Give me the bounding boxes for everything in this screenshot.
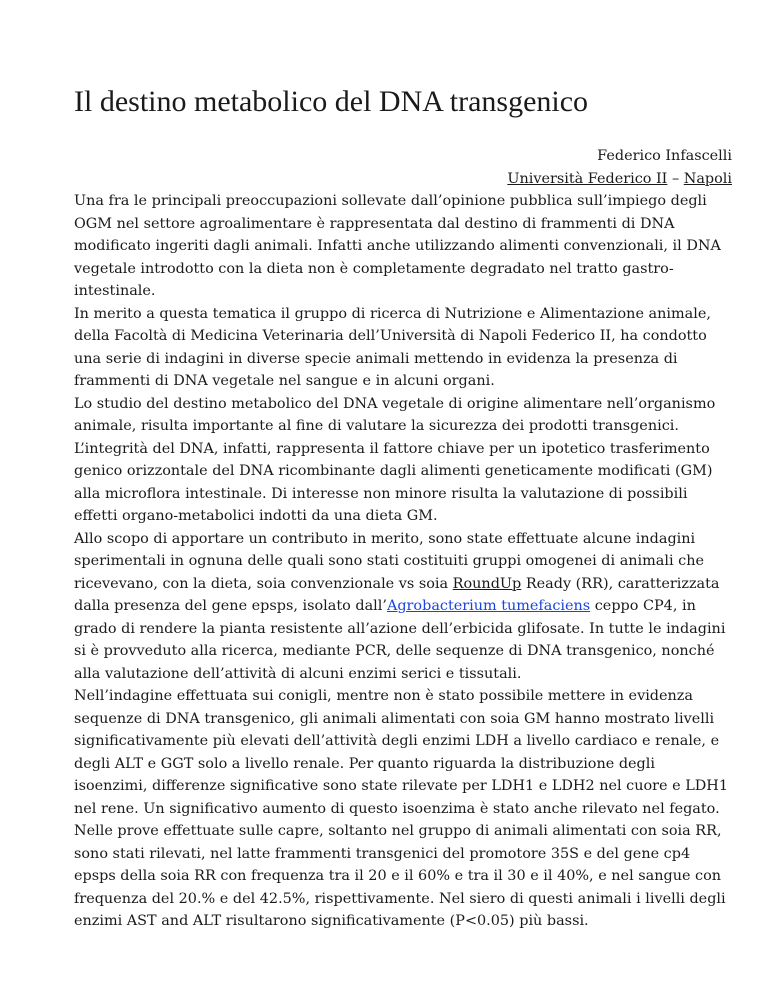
affiliation-separator: –	[667, 170, 684, 187]
paragraph-research-group: In merito a questa tematica il gruppo di ricerca di Nutrizione e Alimentazione animale, della Facoltà di Medicina Veterinaria dell’Università di Napoli Federico II, ha condotto una serie di indagini in diverse specie animali mettendo in evidenza la presenza di frammenti di DNA vegetale nel sangue e in alcuni organi.	[74, 305, 711, 389]
paragraph-experiments	[74, 528, 732, 686]
document-title: Il destino metabolico del DNA transgenico	[74, 85, 589, 118]
paragraph-rabbits: Nell’indagine effettuata sui conigli, mentre non è stato possibile mettere in evidenza sequenze di DNA transgenico, gli animali alimentati con soia GM hanno mostrato livelli significativamente più elevati dell’attività degli enzimi LDH a livello cardiaco e renale, e degli ALT e GGT solo a livello renale. Per quanto riguarda la distribuzione degli isoenzimi, differenze significative sono state rilevate per LDH1 e LDH2 nel cuore e LDH1 nel rene. Un significativo aumento di questo isoenzima è stato anche rilevato nel fegato.	[74, 688, 729, 817]
experiments-text-2: Ready (RR), caratterizzata dalla presenza del gene epsps, isolato dall’	[74, 575, 720, 614]
paragraph-metabolic-study: Lo studio del destino metabolico del DNA vegetale di origine alimentare nell’organismo animale, risulta importante al fine di valutare la sicurezza dei prodotti transgenici. L’integrità del DNA, infatti, rappresenta il fattore chiave per un ipotetico trasferimento genico orizzontale del DNA ricombinante dagli alimenti geneticamente modificati (GM) alla microflora intestinale. Di interesse non minore risulta la valutazione di possibili effetti organo-metabolici indotti da una dieta GM.	[74, 395, 716, 524]
document-body	[74, 145, 732, 933]
experiments-text-3: ceppo CP4, in grado di rendere la pianta resistente all’azione dell’erbicida glifosate. In tutte le indagini si è provveduto alla ricerca, mediante PCR, delle sequenze di DNA transgenico, nonché alla valutazione dell’attività di alcuni enzimi serici e tissutali.	[74, 598, 726, 682]
university-link[interactable]: Università Federico II	[507, 170, 668, 187]
agrobacterium-link[interactable]: Agrobacterium tumefaciens	[386, 598, 591, 614]
author-name: Federico Infascelli	[597, 148, 732, 164]
paragraph-intro: Una fra le principali preoccupazioni sollevate dall’opinione pubblica sull’impiego degli OGM nel settore agroalimentare è rappresentata dal destino di frammenti di DNA modificato ingeriti dagli animali. Infatti anche utilizzando alimenti convenzionali, il DNA vegetale introdotto con la dieta non è completamente degradato nel tratto gastro-intestinale.	[74, 193, 721, 299]
roundup-link[interactable]: RoundUp	[452, 575, 522, 592]
author-affiliation	[74, 168, 732, 191]
experiments-text-1: Allo scopo di apportare un contributo in merito, sono state effettuate alcune indagini sperimentali in ognuna delle quali sono stati costituiti gruppi omogenei di animali che ricevevano, con la dieta, soia convenzionale vs soia	[74, 530, 704, 592]
city-link[interactable]: Napoli	[683, 170, 732, 187]
paragraph-goats: Nelle prove effettuate sulle capre, soltanto nel gruppo di animali alimentati con soia RR, sono stati rilevati, nel latte frammenti transgenici del promotore 35S e del gene cp4 epsps della soia RR con frequenza tra il 20 e il 60% e tra il 30 e il 40%, e nel sangue con frequenza del 20.% e del 42.5%, rispettivamente. Nel siero di questi animali i livelli degli enzimi AST and ALT risultarono significativamente (P<0.05) più bassi.	[74, 823, 726, 929]
